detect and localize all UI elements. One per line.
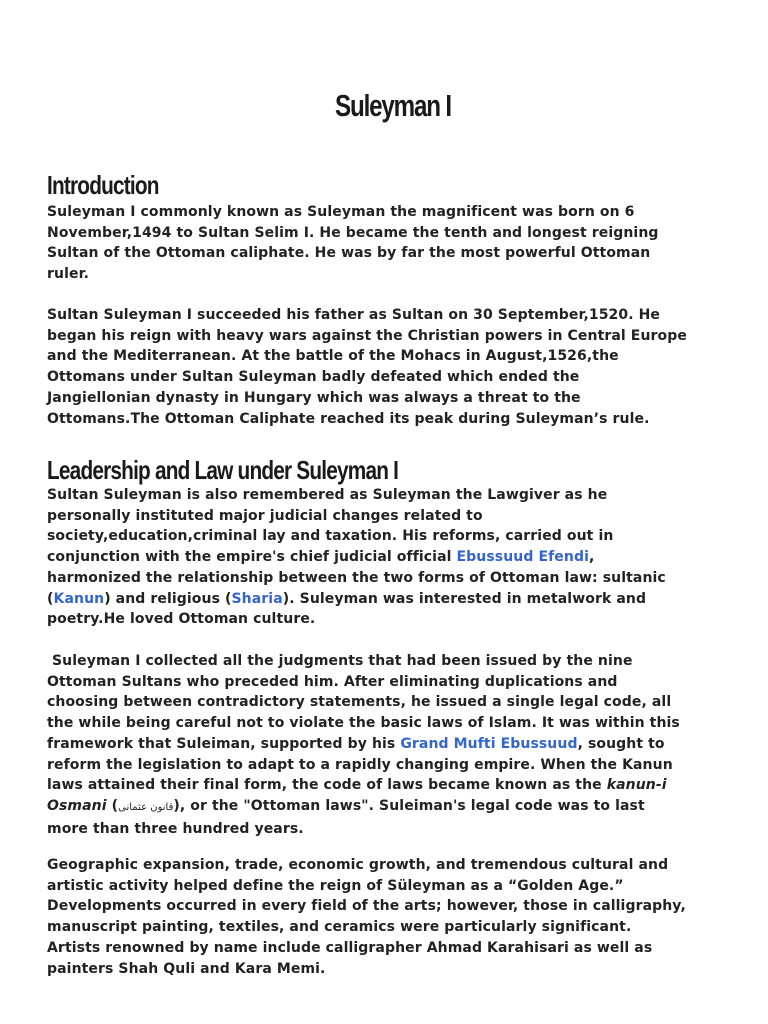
intro-paragraph-2 (47, 305, 737, 429)
text-line: ruler. (47, 266, 89, 283)
text-line: reform the legislation to adapt to a rapidly changing empire. When the Kanun (47, 756, 673, 773)
text-run: , sought to (577, 735, 665, 752)
text-run: ( (47, 590, 54, 607)
text-line: Suleyman I commonly known as Suleyman the magnificent was born on 6 (47, 204, 635, 220)
text-line: Ottomans.The Ottoman Caliphate reached its peak during Suleyman’s rule. (47, 410, 650, 427)
text-line: poetry.He loved Ottoman culture. (47, 611, 316, 628)
text-line (47, 734, 737, 755)
text-run: ), or the "Ottoman laws". Suleiman's legal code was to last (173, 797, 645, 814)
text-run: laws attained their final form, the code of laws became known as the (47, 777, 607, 794)
leadership-paragraph-1 (47, 485, 737, 630)
text-line (47, 547, 737, 568)
text-line: Jangiellonian dynasty in Hungary which was always a threat to the (47, 389, 581, 406)
leadership-paragraph-2 (47, 651, 737, 839)
text-run: framework that Suleiman, supported by his (47, 735, 401, 752)
text-line: harmonized the relationship between the two forms of Ottoman law: sultanic (47, 569, 666, 586)
text-run: ( (106, 797, 119, 814)
leadership-paragraph-3 (47, 855, 737, 979)
link-sharia[interactable]: Sharia (231, 590, 283, 607)
text-line: society,education,criminal lay and taxation. His reforms, carried out in (47, 528, 614, 545)
link-ebussuud-efendi[interactable]: Ebussuud Efendi (456, 549, 589, 566)
text-line: personally instituted major judicial changes related to (47, 507, 483, 524)
text-line: Sultan Suleyman I succeeded his father as Sultan on 30 September,1520. He (47, 307, 661, 323)
intro-paragraph-1 (47, 202, 737, 285)
text-line: Suleyman I collected all the judgments that had been issued by the nine (47, 653, 633, 669)
italic-term: Osmani (47, 797, 107, 814)
text-line: Sultan of the Ottoman caliphate. He was by far the most powerful Ottoman (47, 245, 651, 262)
text-run: ). Suleyman was interested in metalwork and (282, 590, 647, 607)
text-run: ) and religious ( (104, 590, 232, 607)
text-line (47, 589, 737, 610)
text-line: Developments occurred in every field of the arts; however, those in calligraphy, (47, 898, 686, 915)
arabic-text: قانون عثمانی (118, 801, 174, 813)
text-line (47, 775, 737, 796)
text-line: began his reign with heavy wars against the Christian powers in Central Europe (47, 327, 687, 344)
text-line: Geographic expansion, trade, economic growth, and tremendous cultural and (47, 857, 669, 873)
text-line: choosing between contradictory statements, he issued a single legal code, all (47, 694, 672, 711)
link-grand-mufti-ebussuud[interactable]: Grand Mufti Ebussuud (400, 735, 578, 752)
text-line: painters Shah Quli and Kara Memi. (47, 960, 326, 977)
italic-term: kanun‐i (606, 777, 667, 794)
text-line: November,1494 to Sultan Selim I. He became the tenth and longest reigning (47, 224, 659, 241)
text-line: manuscript painting, textiles, and ceramics were particularly significant. (47, 919, 632, 936)
text-run: , (588, 549, 595, 566)
text-line (47, 796, 737, 819)
text-line: Sultan Suleyman is also remembered as Suleyman the Lawgiver as he (47, 487, 608, 503)
text-line: Ottomans under Sultan Suleyman badly defeated which ended the (47, 369, 580, 386)
page-title: Suleyman I (335, 88, 451, 123)
text-line: and the Mediterranean. At the battle of the Mohacs in August,1526,the (47, 348, 619, 365)
link-kanun[interactable]: Kanun (53, 590, 105, 607)
text-line: artistic activity helped define the reign of Süleyman as a “Golden Age.” (47, 877, 624, 894)
text-line: the while being careful not to violate the basic laws of Islam. It was within this (47, 715, 680, 732)
text-run: conjunction with the empire's chief judicial official (47, 549, 457, 566)
section-heading-introduction: Introduction (47, 170, 159, 200)
text-line: more than three hundred years. (47, 820, 304, 837)
text-line: Ottoman Sultans who preceded him. After eliminating duplications and (47, 673, 618, 690)
section-heading-leadership: Leadership and Law under Suleyman I (47, 455, 399, 485)
text-line: Artists renowned by name include calligrapher Ahmad Karahisari as well as (47, 939, 653, 956)
